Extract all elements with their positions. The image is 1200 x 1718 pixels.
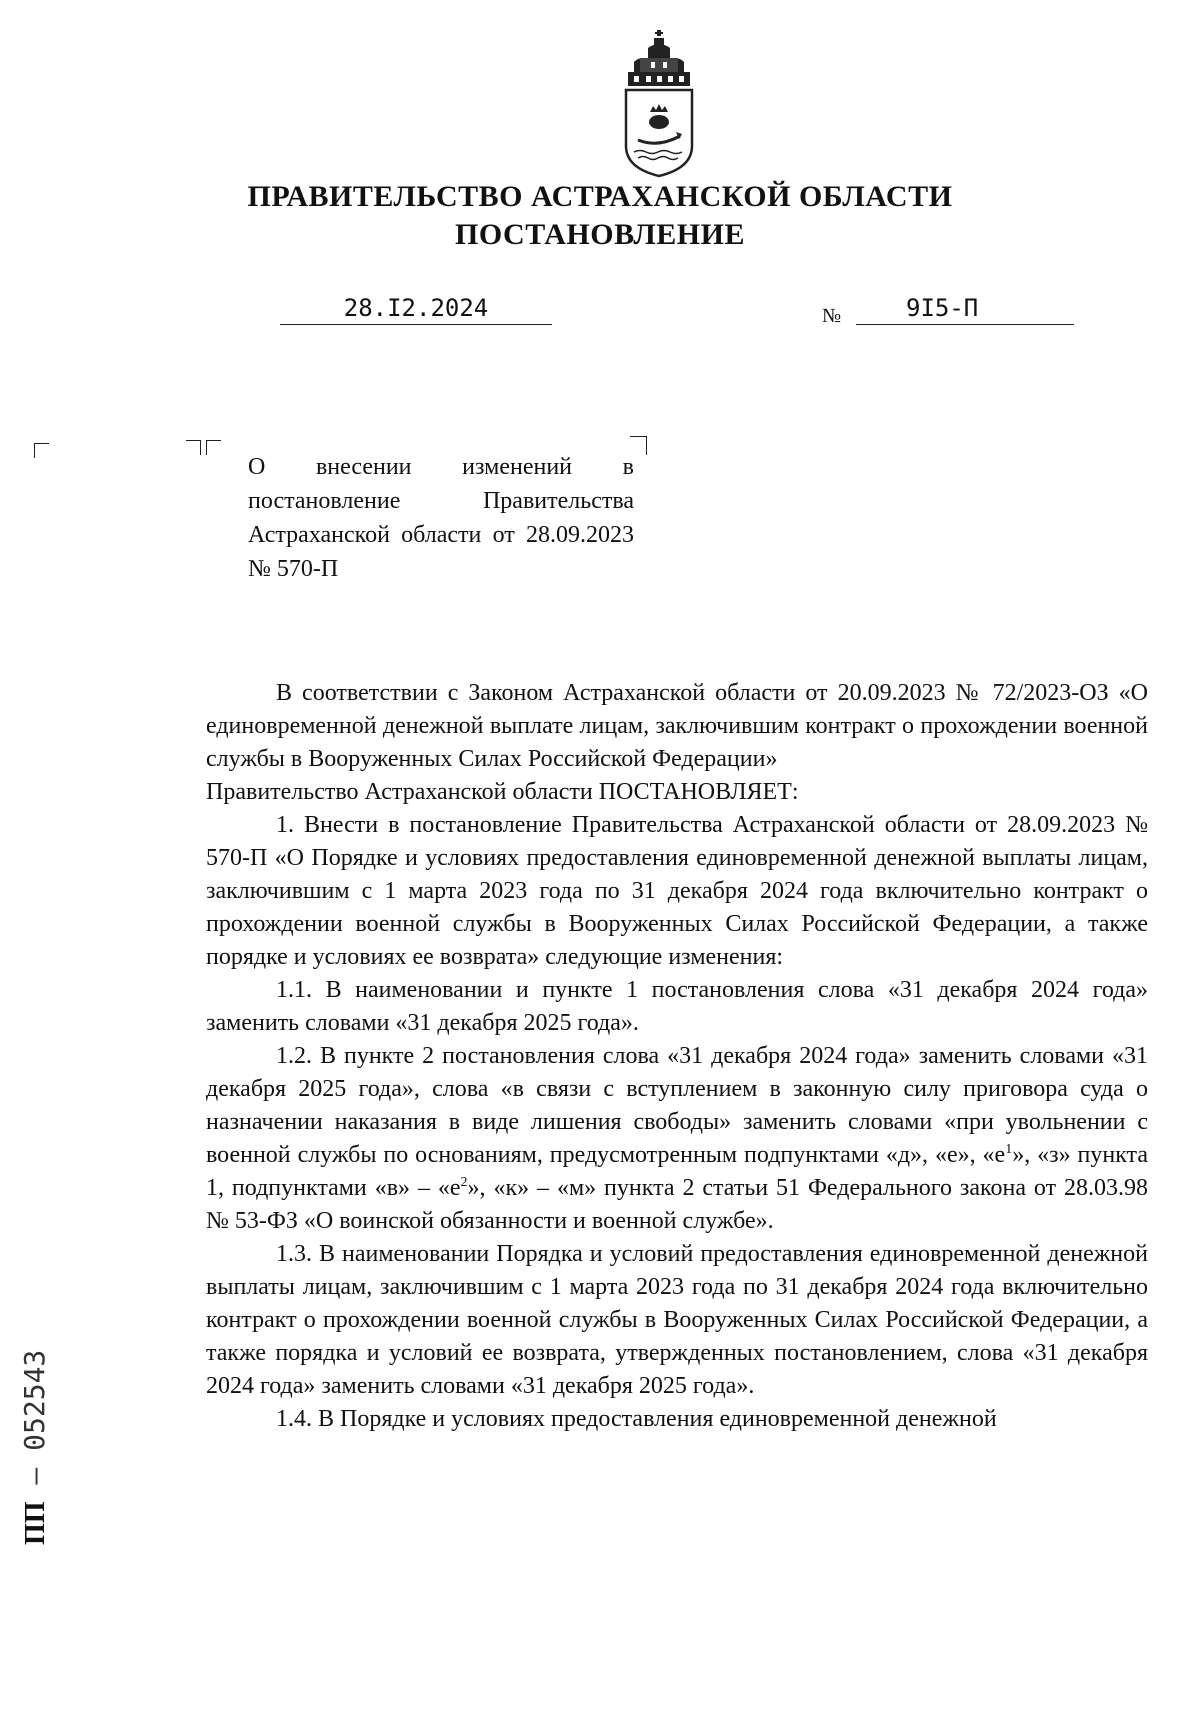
corner-mark [206,440,221,455]
superscript: 1 [1005,1142,1013,1157]
paragraph-resolves: Правительство Астраханской области ПОСТАНОВЛЯЕТ: [206,779,799,805]
paragraph-item-1-1: 1.1. В наименовании и пункте 1 постановления слова «31 декабря 2024 года» заменить словами «31 декабря 2025 года». [206,977,1148,1036]
document-type-title: ПОСТАНОВЛЕНИЕ [455,218,745,251]
document-body [206,677,1148,1436]
paragraph-item-1: 1. Внести в постановление Правительства Астраханской области от 28.09.2023 № 570-П «О Порядке и условиях предоставления единовременной денежной выплаты лицам, заключившим с 1 марта 2023 года по 31 декабря 2024 года включительно контракт о прохождении военной службы в Вооруженных Силах Российской Федерации, а также порядке и условиях ее возврата» следующие изменения: [206,812,1148,970]
serial-prefix: ПП [20,1501,51,1545]
document-date: 28.I2.2024 [280,294,552,325]
number-sign: № [822,305,842,327]
side-serial-code [18,1350,52,1545]
coat-of-arms-icon [620,28,698,178]
paragraph-preamble: В соответствии с Законом Астраханской области от 20.09.2023 № 72/2023-ОЗ «О единовременной денежной выплате лицам, заключившим контракт о прохождении военной службы в Вооруженных Силах Российской Федерации» [206,680,1148,772]
paragraph-item-1-2 [206,1040,1148,1238]
organization-title: ПРАВИТЕЛЬСТВО АСТРАХАНСКОЙ ОБЛАСТИ [247,180,953,213]
paragraph-item-1-3: 1.3. В наименовании Порядка и условий предоставления единовременной денежной выплаты лицам, заключившим с 1 марта 2023 года по 31 декабря 2024 года включительно контракт о прохождении военной службы в Вооруженных Силах Российской Федерации, а также порядка и условий ее возврата, утвержденных постановлением, слова «31 декабря 2024 года» заменить словами «31 декабря 2025 года». [206,1241,1148,1399]
document-subject: О внесении изменений в постановление Правительства Астраханской области от 28.09.2023 № 570-П [248,454,634,582]
paragraph-item-1-4: 1.4. В Порядке и условиях предоставления единовременной денежной [276,1406,997,1432]
corner-mark [186,440,201,455]
text-run: », «к» – «м» пункта 2 статьи 51 Федерального закона от 28.03.98 № 53-ФЗ «О воинской обязанности и военной службе». [206,1175,1148,1234]
text-run: », «з» пункта 1, подпунктами «в» – «е [206,1142,1148,1201]
corner-mark [34,443,49,458]
superscript: 2 [460,1175,468,1190]
text-run: 1.2. В пункте 2 постановления слова «31 декабря 2024 года» заменить словами «31 декабря 2025 года», слова «в связи с вступлением в законную силу приговора суда о назначении наказания в виде лишения свободы» заменить словами «при увольнении с военной службы по основаниям, предусмотренным подпунктами «д», «е», «е [206,1043,1148,1168]
document-number: 9I5-П [856,294,1074,325]
serial-number: – 052543 [18,1349,51,1502]
